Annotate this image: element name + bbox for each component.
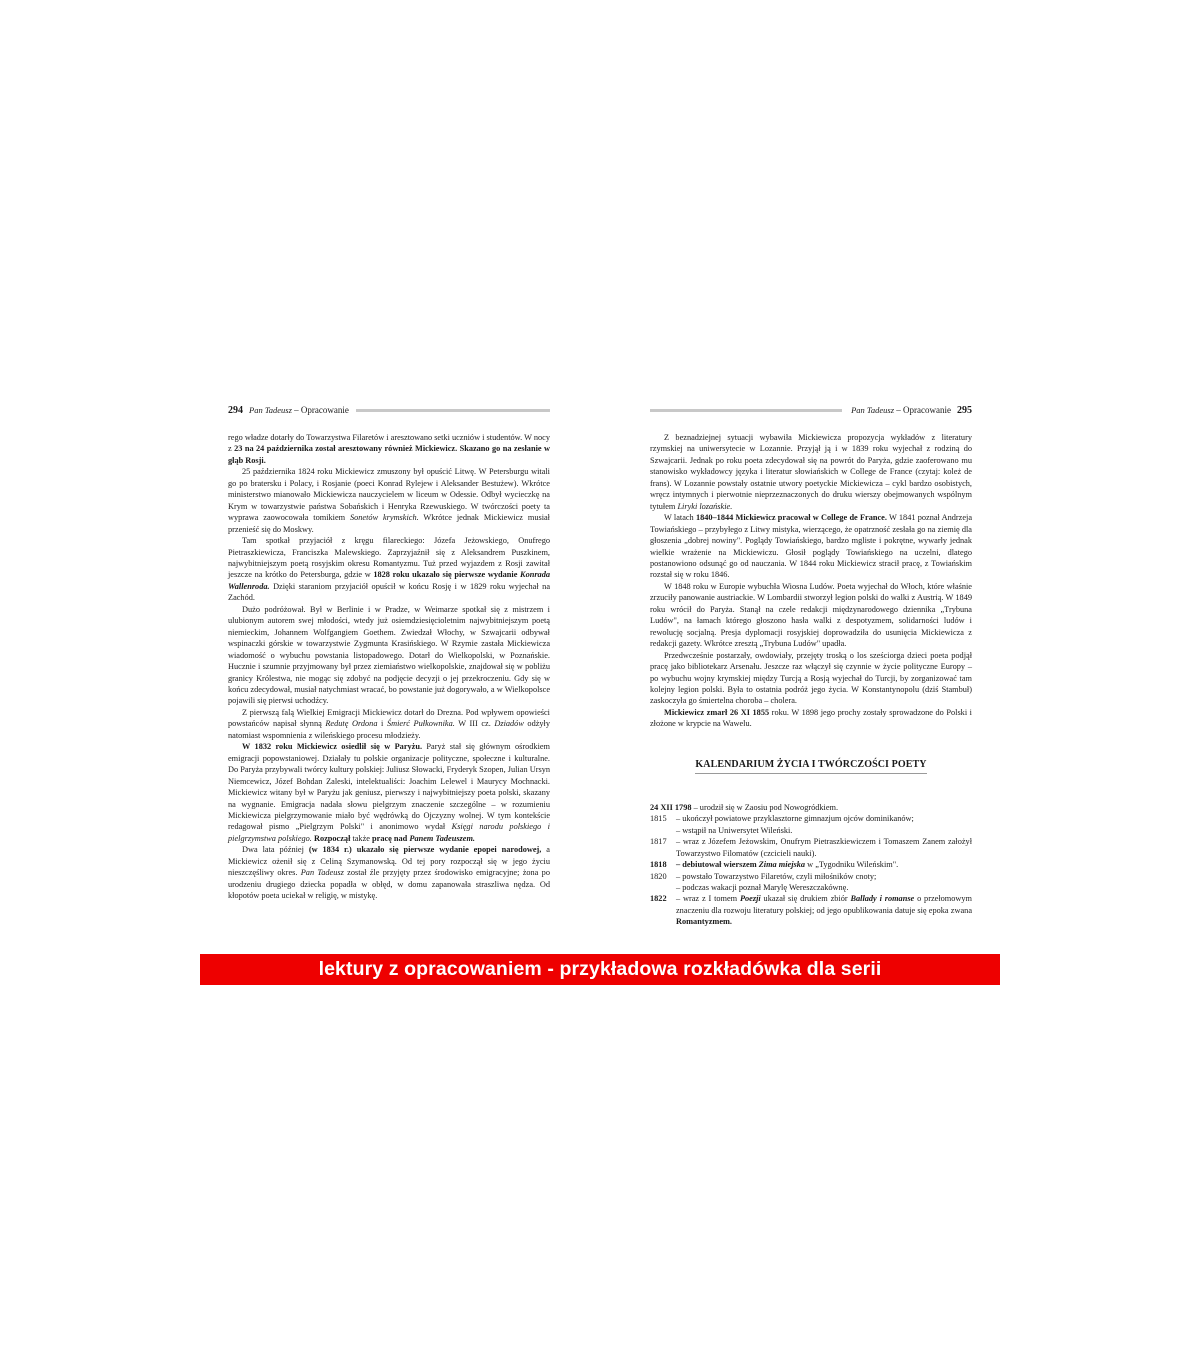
section-heading: [650, 759, 972, 774]
entry-term: Romantyzmem.: [676, 917, 732, 927]
bold-text: Rozpoczął: [313, 833, 351, 843]
bold-text: 1828 roku ukazało się pierwsze wydanie: [373, 570, 521, 580]
page-number: 294: [228, 405, 243, 416]
entry-text: – ukończył powiatowe przyklasztorne gimnazjum ojców dominikanów;: [676, 814, 914, 824]
paragraph: [228, 707, 550, 741]
text-run: a Mickiewicz ożenił się z Celiną Szymanowską. Od tej pory rozpoczął się w jego życiu nieszczęśliwy okres.: [228, 845, 550, 878]
running-sep: –: [291, 405, 301, 415]
entry-year: 1818: [650, 860, 667, 870]
paragraph: [228, 432, 550, 466]
text-run: W 1841 poznał Andrzeja Towiańskiego – przybyłego z Litwy mistyka, wierzącego, że opatrzność zesłała go na ziemię dla głoszenia „dobrej nowiny". Poglądy Towiańskiego, bardzo mgliste i pokrętne, wywarły jednak wielkie wrażenie na Mickiewiczu. Głosił poglądy Towiańskiego na uczelni, dlatego postanowiono odsunąć go od nauczania. W 1844 roku Mickiewicz stracił pracę, z Towiańskim rozstał się w roku 1846.: [650, 513, 972, 580]
paragraph: [228, 604, 550, 707]
paragraph: [650, 707, 972, 730]
entry-text: – urodził się w Zaosiu pod Nowogródkiem.: [693, 802, 839, 812]
calendar-entry: [650, 882, 972, 893]
paragraph: [228, 844, 550, 901]
italic-text: Śmierć Pułkownika.: [386, 719, 455, 729]
text-run: rego władze dotarły do Towarzystwa Filaretów i aresztowano setki uczniów i studentów. W nocy z: [228, 433, 550, 454]
entry-text: – powstało Towarzystwo Filaretów, czyli miłośników cnoty;: [676, 871, 877, 881]
running-head: [650, 402, 972, 418]
bold-text: 23 na 24 października został aresztowany również Mickiewicz. Skazano go na zesłanie w głąb Rosji.: [228, 444, 550, 465]
text-run: Przedwcześnie postarzały, owdowiały, przejęty troską o los sześciorga dzieci poeta podjął pracę jako bibliotekarz Arsenału. Jeszcze raz włączył się czynnie w życie polityczne Europy – po wybuchu wojny krymskiej między Turcją a Rosją wyjechał do Turcji, by zorganizować tam kolejny legion polski. Była to ostatnia podróż jego życia. W Konstantynopolu (dziś Stambuł) zaskoczyła go śmiertelna choroba – cholera.: [650, 650, 972, 706]
italic-text: Redutę Ordona: [325, 719, 378, 729]
text-run: także: [350, 833, 373, 843]
text-run: Wkrótce jednak Mickiewicz musiał przenieść się do Moskwy.: [228, 513, 550, 534]
entry-text: ukazał się drukiem zbiór: [760, 894, 851, 904]
calendar-entry: [650, 859, 972, 870]
bold-text: 1840–1844 Mickiewicz pracował w College de France.: [695, 513, 887, 523]
heading-text: KALENDARIUM ŻYCIA I TWÓRCZOŚCI POETY: [695, 759, 926, 774]
entry-title: Poezji: [739, 894, 761, 904]
text-run: Dwa lata później: [242, 845, 309, 855]
calendar-entry: [650, 825, 972, 836]
paragraph: [650, 432, 972, 512]
running-head: [228, 402, 550, 418]
text-run: Dzięki staraniom przyjaciół opuścił w końcu Rosję i w 1829 roku wyjechał na Zachód.: [228, 581, 550, 603]
entry-text: – debiutował wierszem: [676, 860, 759, 870]
entry-title: Ballady i romanse: [850, 894, 915, 904]
entry-title: Zima miejska: [758, 860, 806, 870]
calendar-entry: [650, 893, 972, 927]
italic-text: Księgi narodu polskiego i pielgrzymstwa polskiego.: [228, 822, 550, 843]
paragraph: [228, 535, 550, 604]
text-run: Z pierwszą falą Wielkiej Emigracji Mickiewicz dotarł do Drezna. Pod wpływem opowieści powstańców napisał słynną: [228, 707, 550, 729]
calendar-list: [650, 802, 972, 928]
entry-text: – wraz z I tomem: [676, 894, 740, 904]
text-run: odżyły natomiast wspomnienia z wileńskiego procesu młodzieży.: [228, 719, 551, 740]
paragraph: [650, 512, 972, 581]
italic-text: Dziadów: [494, 719, 524, 729]
running-subtitle: Opracowanie: [300, 405, 349, 415]
entry-text: – podczas wakacji poznał Marylę Wereszczakównę.: [676, 882, 849, 892]
entry-year: 1815: [650, 814, 667, 824]
entry-text: w „Tygodniku Wileńskim".: [805, 860, 899, 870]
entry-date: 24 XII 1798: [650, 802, 692, 812]
calendar-entry: [650, 813, 972, 824]
text-run: i: [377, 719, 387, 729]
entry-text: – wstąpił na Uniwersytet Wileński.: [676, 825, 793, 835]
running-title: Pan Tadeusz: [851, 405, 895, 415]
text-run: W latach: [664, 513, 696, 523]
paragraph: [228, 741, 550, 844]
text-run: W 1848 roku w Europie wybuchła Wiosna Ludów. Poeta wyjechał do Włoch, które właśnie zrzuciły panowanie austriackie. W Lombardii stworzył legion polski do walki z Austrią. W 1849 roku wrócił do Paryża. Stanął na czele redakcji międzynarodowego dziennika „Trybuna Ludów", na łamach którego głoszono hasła walki z despotyzmem, solidarności ludów i rewolucję socjalną. Presja dyplomacji rosyjskiej doprowadziła do usunięcia Mickiewicza z redakcji gazety. Wkrótce zresztą „Trybuna Ludów" upadła.: [650, 581, 972, 649]
italic-text: Liryki lozańskie.: [677, 501, 733, 511]
right-page: [650, 402, 972, 928]
left-page: [228, 402, 550, 902]
paragraph: [650, 581, 972, 650]
body-text: [650, 432, 972, 730]
entry-text: o przełomowym znaczeniu dla rozwoju literatury polskiej; od jego opublikowania datuje się epoka zwana: [676, 894, 972, 915]
bold-text: W 1832 roku Mickiewicz osiedlił się w Paryżu.: [242, 742, 423, 752]
text-run: został źle przyjęty przez środowisko emigracyjne; żona po urodzeniu drugiego dziecka popadła w obłęd, w domu zapanowała straszliwa nędza. Od kłopotów poeta uciekał w religię, w mistykę.: [228, 868, 550, 901]
bold-italic-text: Panem Tadeuszem.: [409, 833, 475, 843]
running-subtitle: Opracowanie: [903, 405, 951, 415]
promo-banner: lektury z opracowaniem - przykładowa rozkładówka dla serii: [200, 954, 1000, 985]
entry-year: 1820: [650, 871, 667, 881]
calendar-entry: [650, 836, 972, 859]
calendar-entry: [650, 871, 972, 882]
calendar-entry: [650, 802, 972, 813]
running-sep: –: [894, 405, 904, 415]
text-run: Paryż stał się głównym ośrodkiem emigracji popowstaniowej. Działały tu polskie organizacje polityczne, społeczne i kulturalne. Do Paryża przybywali twórcy kultury polskiej: Juliusz Słowacki, Fryderyk Szopen, Julian Ursyn Niemcewicz, Józef Bohdan Zaleski, intelektualiści: Joachim Lelewel i Maurycy Mochnacki. Mickiewicz witany był w Paryżu jak geniusz, pierwszy i najwybitniejszy poeta polski, skazany na wygnanie. Emigracja nadała słowu pielgrzym znaczenie szczególne – w rozumieniu Mickiewicza pielgrzymowanie miało być wędrówką do Ojczyzny wolnej. W tym kontekście redagował pismo „Pielgrzym Polski" i anonimowo wydał: [228, 742, 551, 832]
italic-text: Pan Tadeusz: [300, 868, 344, 878]
body-text: [228, 432, 550, 902]
italic-text: Sonetów krymskich.: [349, 513, 419, 523]
bold-text: Mickiewicz zmarł 26 XI 1855: [664, 707, 770, 717]
paragraph: [650, 650, 972, 707]
text-run: Dużo podróżował. Był w Berlinie i w Pradze, w Weimarze spotkał się z mistrzem i ulubionym autorem swej młodości, wtedy już osiemdziesięcioletnim najwybitniejszym poetą niemieckim, Johannem Wolfgangiem Goethem. Zwiedzał Włochy, w Szwajcarii odbywał wspinaczki górskie w towarzystwie Zygmunta Krasińskiego. W Rzymie zastała Mickiewicza wiadomość o wybuchu powstania listopadowego. Dotarł do Wielkopolski, w Poznańskie. Hucznie i szumnie przyjmowany był przez ziemiaństwo wielkopolskie, znajdował się w pobliżu granicy Królestwa, nie mogąc się zdobyć na podjęcie decyzji o jej przekroczeniu. Gdy się w końcu zdecydował, musiał natychmiast wracać, bo powstanie już dogorywało, a w Wielkopolsce pojawili się pierwsi uchodźcy.: [228, 604, 550, 706]
text-run: W III cz.: [454, 719, 495, 729]
running-title: Pan Tadeusz: [249, 405, 292, 415]
text-run: 25 października 1824 roku Mickiewicz zmuszony był opuścić Litwę. W Petersburgu witali go po bratersku i Polacy, i Rosjanie (poeci Konrad Rylejew i Aleksander Bestużew). Wkrótce ministerstwo mianowało Mickiewicza nauczycielem w liceum w Odessie. Odbył wycieczkę na Krym w towarzystwie państwa Sobańskich i Henryka Rzewuskiego. W twórczości poety ta wyprawa zaowocowała tomikiem: [228, 467, 550, 523]
bold-italic-text: Konrada Wallenroda.: [228, 570, 551, 591]
entry-year: 1817: [650, 837, 667, 847]
page-number: 295: [957, 405, 972, 416]
text-run: Z beznadziejnej sytuacji wybawiła Mickiewicza propozycja wykładów z literatury rzymskiej na uniwersytecie w Lozannie. Przyjął ją i w 1839 roku wyjechał z rodziną do Szwajcarii. Jednak po roku poeta zdecydował się na powrót do Paryża, gdzie zaoferowano mu stanowisko wykładowcy języka i literatur słowiańskich w College de France (czytaj: koleż de frans). W Lozannie powstały ostatnie utwory poetyckie Mickiewicza – cykl bardzo osobistych, wręcz intymnych i pierwotnie nieprzeznaczonych do druku wierszy obejmowanych wspólnym tytułem: [650, 433, 972, 511]
text-run: roku. W 1898 jego prochy zostały sprowadzone do Polski i złożone w krypcie na Wawelu.: [650, 707, 972, 729]
entry-text: – wraz z Józefem Jeżowskim, Onufrym Pietraszkiewiczem i Tomaszem Zanem założył Towarzystwo Filomatów (czcicieli nauki).: [676, 837, 972, 858]
bold-text: (w 1834 r.) ukazało się pierwsze wydanie epopei narodowej,: [308, 845, 542, 855]
entry-year: [650, 882, 676, 893]
bold-text: pracę nad: [372, 833, 410, 843]
entry-year: [650, 825, 676, 836]
header-rule: [650, 409, 842, 412]
entry-year: 1822: [650, 894, 667, 904]
paragraph: [228, 466, 550, 535]
text-run: Tam spotkał przyjaciół z kręgu filareckiego: Józefa Jeżowskiego, Onufrego Pietraszkiewicza, Franciszka Malewskiego. Zaprzyjaźnił się z Aleksandrem Puszkinem, najwybitniejszym poetą rosyjskim okresu Romantyzmu. Tuż przed wyjazdem z Rosji zawitał jeszcze na krótko do Petersburga, gdzie w: [228, 536, 550, 580]
header-rule: [356, 409, 550, 412]
